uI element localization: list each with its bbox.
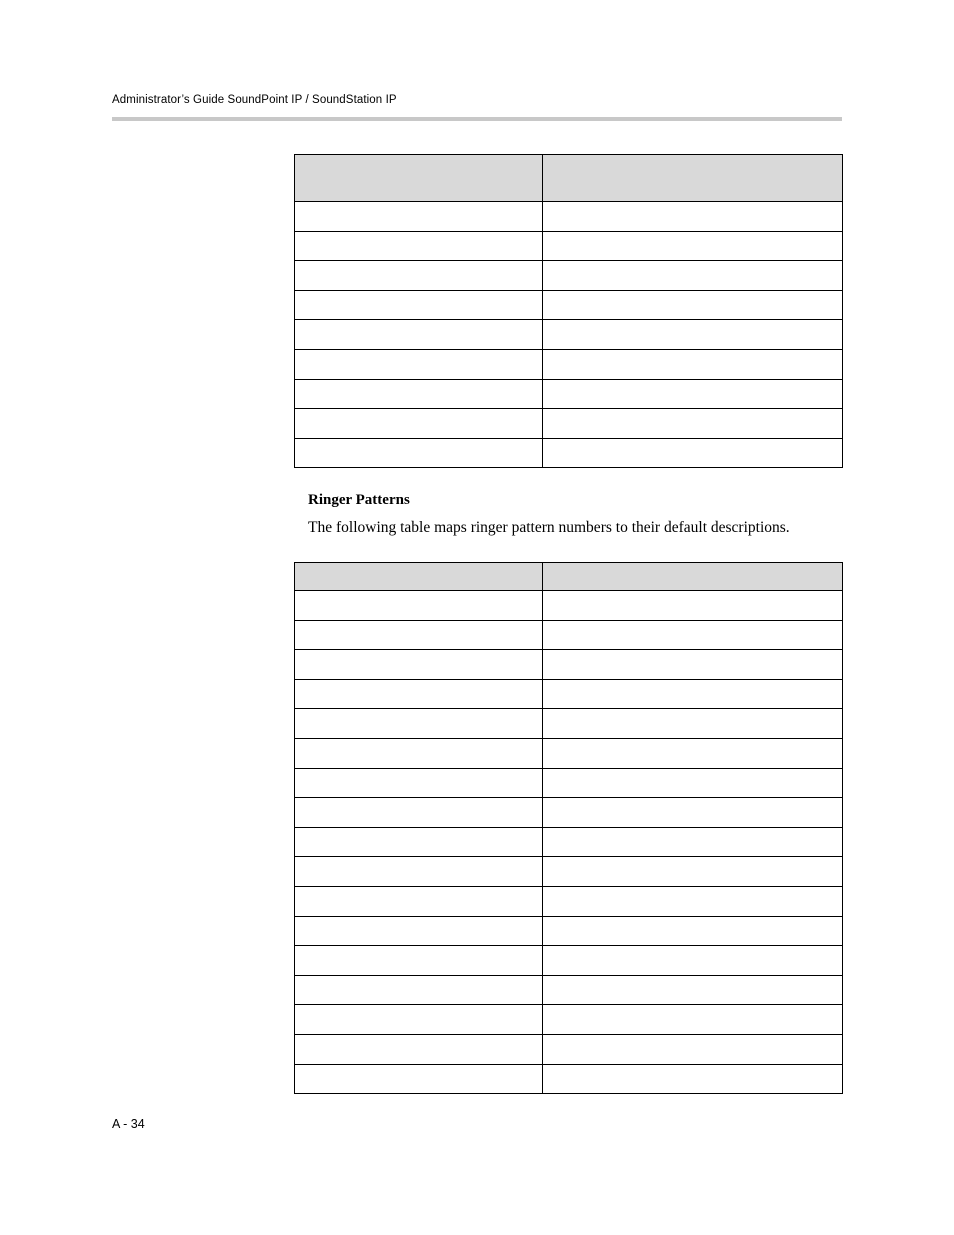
table-cell	[543, 886, 843, 916]
table-cell	[295, 261, 543, 291]
table-body	[295, 202, 843, 468]
table-cell	[543, 827, 843, 857]
table-row	[295, 349, 843, 379]
table-header-cell	[295, 155, 543, 202]
table-cell	[543, 650, 843, 680]
table-cell	[543, 349, 843, 379]
table-cell	[295, 916, 543, 946]
table-cell	[543, 768, 843, 798]
table-row	[295, 679, 843, 709]
table-cell	[295, 379, 543, 409]
table-cell	[543, 379, 843, 409]
table-cell	[543, 320, 843, 350]
table-cell	[295, 946, 543, 976]
table-cell	[295, 591, 543, 621]
table-cell	[295, 1064, 543, 1094]
table-row	[295, 202, 843, 232]
table-row	[295, 1005, 843, 1035]
table-row	[295, 591, 843, 621]
table-cell	[295, 438, 543, 468]
table-cell	[295, 827, 543, 857]
table-cell	[543, 946, 843, 976]
table-cell	[543, 438, 843, 468]
section-title: Ringer Patterns	[308, 492, 410, 508]
table-cell	[295, 650, 543, 680]
table-cell	[543, 290, 843, 320]
table-cell	[295, 738, 543, 768]
table-row	[295, 886, 843, 916]
table-row	[295, 916, 843, 946]
section-intro: The following table maps ringer pattern numbers to their default descriptions.	[308, 519, 790, 536]
table-cell	[295, 798, 543, 828]
table-cell	[295, 1034, 543, 1064]
table-row	[295, 379, 843, 409]
table-header-cell	[295, 563, 543, 591]
table-cell	[295, 349, 543, 379]
table-row	[295, 857, 843, 887]
table-header-cell	[543, 563, 843, 591]
table-row	[295, 320, 843, 350]
table-row	[295, 798, 843, 828]
header-rule	[112, 117, 842, 121]
table-body	[295, 591, 843, 1094]
table-cell	[295, 202, 543, 232]
table-cell	[543, 709, 843, 739]
ringer-patterns-table	[294, 562, 843, 1094]
table-cell	[543, 261, 843, 291]
table-cell	[543, 1034, 843, 1064]
table-header-row	[295, 155, 843, 202]
table-header-row	[295, 563, 843, 591]
table-cell	[543, 857, 843, 887]
table-cell	[543, 975, 843, 1005]
table-cell	[295, 290, 543, 320]
table-cell	[295, 857, 543, 887]
table-cell	[543, 202, 843, 232]
table-row	[295, 261, 843, 291]
table-cell	[295, 620, 543, 650]
table-cell	[543, 1005, 843, 1035]
page-number: A - 34	[112, 1117, 145, 1131]
table-row	[295, 438, 843, 468]
table-cell	[543, 409, 843, 439]
table-cell	[295, 679, 543, 709]
table-cell	[295, 409, 543, 439]
table-cell	[543, 591, 843, 621]
table-header-cell	[543, 155, 843, 202]
table-cell	[295, 975, 543, 1005]
table-row	[295, 827, 843, 857]
table-row	[295, 231, 843, 261]
table-row	[295, 975, 843, 1005]
table-row	[295, 1064, 843, 1094]
table-cell	[295, 768, 543, 798]
table-row	[295, 709, 843, 739]
table-row	[295, 738, 843, 768]
table-cell	[543, 231, 843, 261]
table-cell	[295, 320, 543, 350]
table-row	[295, 409, 843, 439]
table-row	[295, 290, 843, 320]
table-row	[295, 1034, 843, 1064]
table-cell	[295, 231, 543, 261]
table-cell	[295, 709, 543, 739]
table-cell	[543, 738, 843, 768]
table-cell	[543, 916, 843, 946]
table-cell	[543, 679, 843, 709]
table-row	[295, 650, 843, 680]
continued-table	[294, 154, 843, 468]
running-header: Administrator’s Guide SoundPoint IP / SoundStation IP	[112, 94, 397, 106]
table-cell	[295, 1005, 543, 1035]
table-cell	[543, 1064, 843, 1094]
table-cell	[543, 798, 843, 828]
table-cell	[295, 886, 543, 916]
table-row	[295, 768, 843, 798]
table-row	[295, 946, 843, 976]
table-cell	[543, 620, 843, 650]
table-row	[295, 620, 843, 650]
